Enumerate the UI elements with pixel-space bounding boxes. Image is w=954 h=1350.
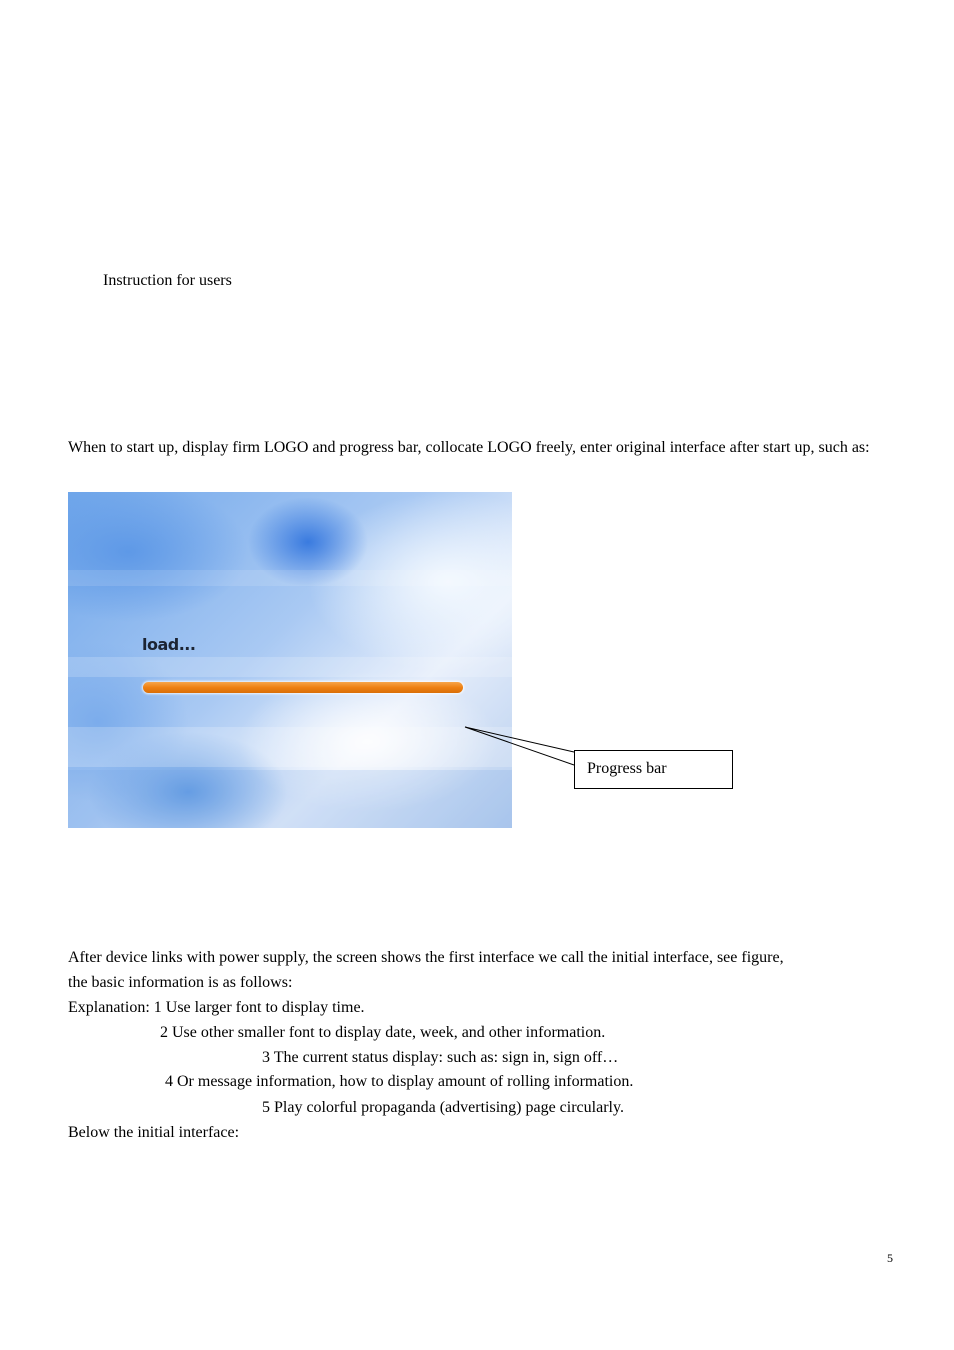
description-line: the basic information is as follows:: [68, 974, 293, 991]
page-number: 5: [887, 1251, 893, 1265]
section-title: Instruction for users: [103, 272, 232, 289]
callout-box: [574, 750, 733, 789]
description-line: After device links with power supply, the screen shows the first interface we call the initial interface, see figure,: [68, 949, 784, 966]
explanation-item: 2 Use other smaller font to display date, week, and other information.: [160, 1024, 606, 1041]
callout-label: Progress bar: [587, 760, 667, 777]
explanation-item: 5 Play colorful propaganda (advertising) page circularly.: [262, 1099, 624, 1116]
background-band: [68, 770, 512, 828]
explanation-item: 4 Or message information, how to display amount of rolling information.: [165, 1073, 634, 1090]
boot-screen-image: [68, 492, 512, 828]
background-band: [68, 727, 512, 767]
progress-bar-fill: [143, 682, 463, 693]
explanation-item: 1 Use larger font to display time.: [153, 999, 365, 1016]
progress-bar: [142, 681, 464, 694]
explanation-item: 3 The current status display: such as: sign in, sign off…: [262, 1049, 619, 1066]
loading-label: load...: [142, 635, 196, 654]
background-band: [68, 657, 512, 677]
closing-line: Below the initial interface:: [68, 1124, 240, 1141]
intro-paragraph: When to start up, display firm LOGO and progress bar, collocate LOGO freely, enter original interface after start up, such as:: [68, 439, 870, 456]
explanation-prefix: Explanation:: [68, 999, 154, 1016]
background-band: [68, 570, 512, 586]
explanation-line: [68, 998, 365, 1018]
